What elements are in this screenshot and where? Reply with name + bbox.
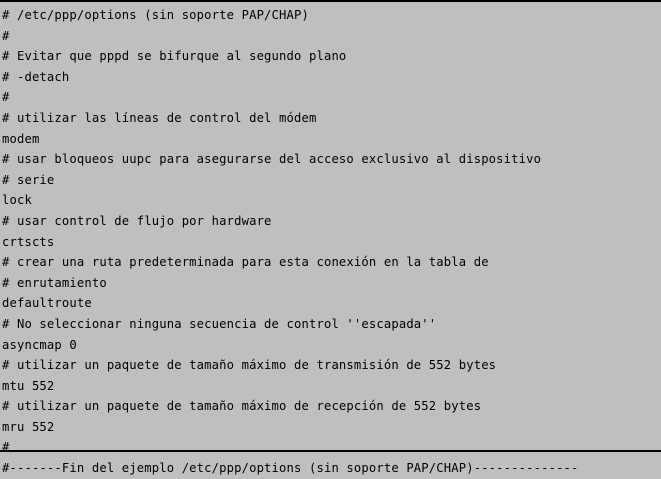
code-line: # usar control de flujo por hardware xyxy=(2,213,272,228)
code-line: #-------Fin del ejemplo /etc/ppp/options (sin soporte PAP/CHAP)-------------- xyxy=(2,461,579,476)
config-file-listing xyxy=(0,5,661,479)
code-line: modem xyxy=(2,131,40,146)
code-line: # /etc/ppp/options (sin soporte PAP/CHAP) xyxy=(2,8,309,22)
code-line: defaultroute xyxy=(2,296,92,311)
code-line: mtu 552 xyxy=(2,378,55,393)
code-line: # -detach xyxy=(2,69,70,84)
code-line: asyncmap 0 xyxy=(2,337,77,352)
code-line: # No seleccionar ninguna secuencia de control ''escapada'' xyxy=(2,316,437,331)
code-line: lock xyxy=(2,193,32,208)
code-line: crtscts xyxy=(2,234,55,249)
code-line: # crear una ruta predeterminada para esta conexión en la tabla de xyxy=(2,255,489,270)
code-line: # utilizar un paquete de tamaño máximo de recepción de 552 bytes xyxy=(2,399,482,414)
code-line: # serie xyxy=(2,172,55,187)
code-line: # usar bloqueos uupc para asegurarse del acceso exclusivo al dispositivo xyxy=(2,152,542,167)
code-line: # utilizar un paquete de tamaño máximo de transmisión de 552 bytes xyxy=(2,358,497,373)
code-line: # Evitar que pppd se bifurque al segundo plano xyxy=(2,49,347,64)
code-line: # utilizar las líneas de control del módem xyxy=(2,110,317,125)
code-line: # xyxy=(2,90,10,105)
code-line: # xyxy=(2,28,10,43)
code-line: # xyxy=(2,440,10,455)
code-line: mru 552 xyxy=(2,419,55,434)
code-line: # enrutamiento xyxy=(2,275,107,290)
